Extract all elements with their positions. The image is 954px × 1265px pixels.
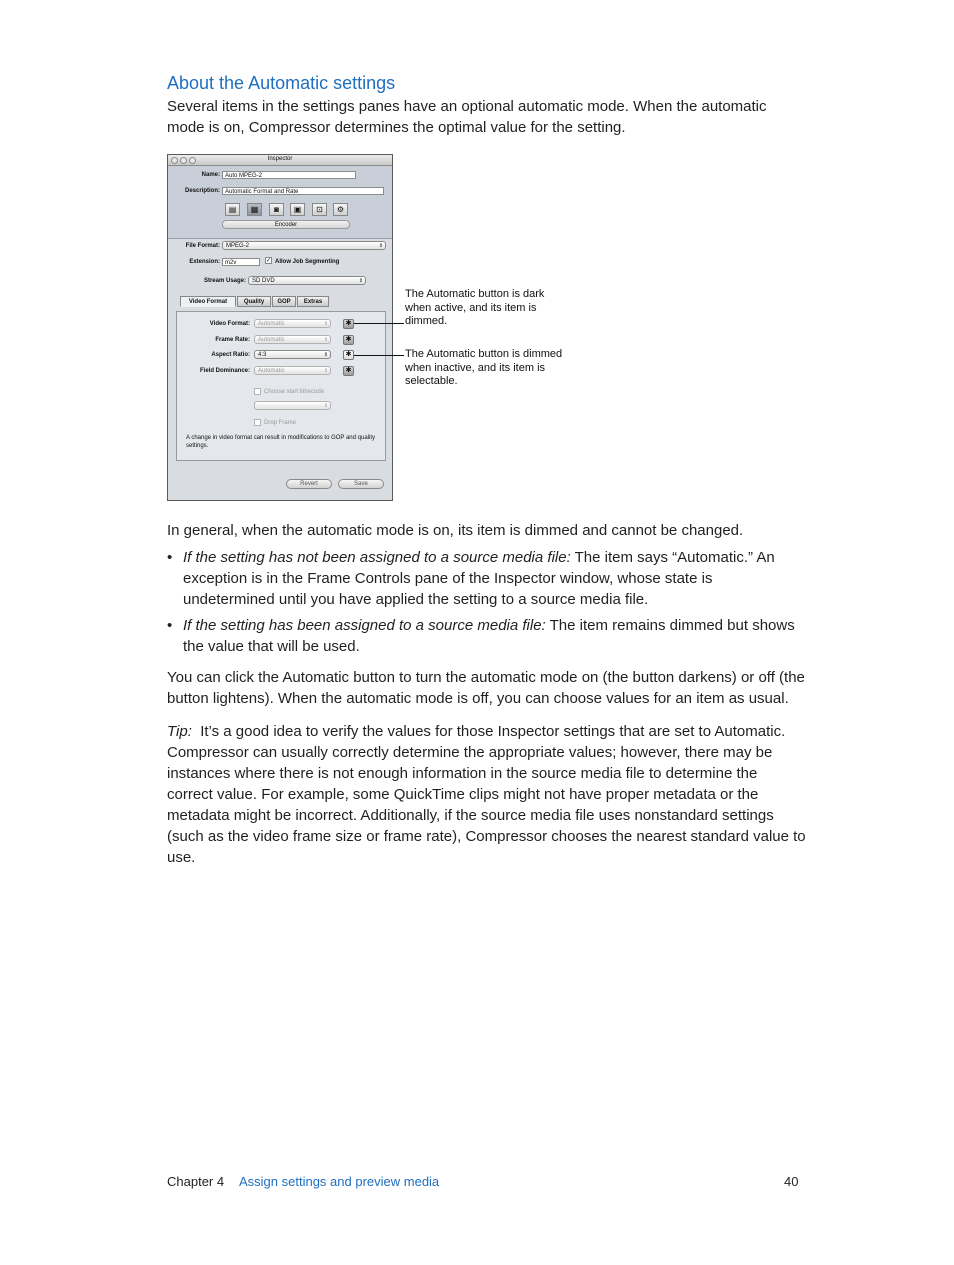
automatic-button-paragraph: You can click the Automatic button to turn the automatic mode on (the button darkens) or off (the button lightens). When the automatic mode is off, you can choose values for an item as usual. <box>167 669 805 707</box>
stream-usage-value: SD DVD <box>252 278 275 284</box>
bullet-body: The item says “Automatic.” An exception is in the Frame Controls pane of the Inspector window, whose state is undetermined until you have applied the setting to a source media file. <box>183 549 775 608</box>
aspect-ratio-label: Aspect Ratio: <box>211 352 250 358</box>
automatic-button-active[interactable]: ✱ <box>343 319 354 329</box>
field-dominance-popup <box>254 366 331 375</box>
tab-gop[interactable]: GOP <box>272 296 296 307</box>
intro-paragraph: Several items in the settings panes have an optional automatic mode. When the automatic mode is on, Compressor determines the optimal value for the setting. <box>167 98 767 136</box>
tip-paragraph <box>167 721 810 868</box>
geometry-icon[interactable]: ⊡ <box>312 203 327 216</box>
popup-arrow-icon: ⇕ <box>323 403 328 409</box>
tip-label: Tip: <box>167 723 192 740</box>
section-heading: About the Automatic settings <box>167 73 396 93</box>
frame-rate-popup <box>254 335 331 344</box>
footer-chapter-link[interactable]: Assign settings and preview media <box>239 1174 440 1189</box>
automatic-button-frame-rate[interactable]: ✱ <box>343 335 354 345</box>
file-format-label: File Format: <box>185 243 220 249</box>
bullet-text <box>183 615 807 657</box>
encoder-icon[interactable]: ▦ <box>247 203 262 216</box>
frame-rate-label: Frame Rate: <box>215 337 250 343</box>
callout-inactive: The Automatic button is dimmed when inactive, and its item is selectable. <box>405 348 563 387</box>
drop-frame-checkbox <box>254 419 261 426</box>
callout-line-inactive <box>354 355 404 356</box>
revert-button[interactable]: Revert <box>286 479 332 489</box>
summary-icon[interactable]: ▤ <box>225 203 240 216</box>
stream-usage-label: Stream Usage: <box>203 278 246 284</box>
filters-icon[interactable]: ▣ <box>290 203 305 216</box>
automatic-button-inactive[interactable]: ✱ <box>343 350 354 360</box>
page-number: 40 <box>784 1174 799 1189</box>
allow-segmenting-label: Allow Job Segmenting <box>275 259 340 265</box>
start-timecode-label: Choose start timecode <box>264 389 325 395</box>
aspect-ratio-popup[interactable] <box>254 350 331 359</box>
frame-rate-value: Automatic <box>258 337 285 343</box>
tab-video-format[interactable]: Video Format <box>180 296 236 307</box>
encoder-section-label: Encoder <box>222 220 350 229</box>
frame-controls-icon[interactable]: ◙ <box>269 203 284 216</box>
bullet-lead: If the setting has not been assigned to a source media file: <box>183 549 571 566</box>
general-paragraph: In general, when the automatic mode is on, its item is dimmed and cannot be changed. <box>167 522 744 539</box>
footer-chapter: Chapter 4 <box>167 1174 225 1189</box>
extension-field[interactable]: m2v <box>222 258 260 266</box>
bullet-lead: If the setting has been assigned to a source media file: <box>183 617 546 634</box>
start-timecode-checkbox <box>254 388 261 395</box>
field-dominance-value: Automatic <box>258 368 285 374</box>
popup-arrow-icon: ⇕ <box>378 243 383 249</box>
allow-segmenting-checkbox[interactable]: ✓ <box>266 258 272 264</box>
aspect-ratio-value: 4:3 <box>258 352 267 358</box>
bullet-text <box>183 547 807 610</box>
extension-label: Extension: <box>189 259 220 265</box>
bullet-icon: • <box>167 617 173 634</box>
inspector-window-figure <box>167 154 393 501</box>
tab-extras[interactable]: Extras <box>297 296 329 307</box>
description-field[interactable]: Automatic Format and Rate <box>222 187 384 195</box>
video-format-note: A change in video format can result in modifications to GOP and quality settings. <box>186 435 375 449</box>
bullet-icon: • <box>167 549 173 566</box>
title-bar <box>168 155 392 166</box>
name-field[interactable]: Auto MPEG-2 <box>222 171 356 179</box>
popup-arrow-icon: ⇕ <box>358 278 363 284</box>
popup-arrow-icon: ⇕ <box>323 337 328 343</box>
bullet-body: The item remains dimmed but shows the value that will be used. <box>183 617 795 655</box>
field-dominance-label: Field Dominance: <box>199 368 250 374</box>
timecode-field <box>254 401 331 410</box>
save-button[interactable]: Save <box>338 479 384 489</box>
automatic-button-field-dominance[interactable]: ✱ <box>343 366 354 376</box>
video-format-value: Automatic <box>258 321 285 327</box>
tip-text: It’s a good idea to verify the values for those Inspector settings that are set to Automatic. Compressor can usually correctly determine the appropriate values; however, there may be instances where there is not enough information in the source media file to determine the correct value. For example, some QuickTime clips might not have proper metadata or the metadata might be incorrect. Additionally, if the source media file uses nonstandard settings (such as the video frame size or frame rate), Compressor chooses the nearest standard value to use. <box>167 723 810 866</box>
window-title: Inspector <box>267 156 293 162</box>
drop-frame-label: Drop Frame <box>264 420 297 426</box>
description-label: Description: <box>184 188 220 194</box>
video-format-popup <box>254 319 331 328</box>
stream-usage-popup[interactable] <box>248 276 366 285</box>
tab-quality[interactable]: Quality <box>237 296 271 307</box>
popup-arrow-icon: ⇕ <box>323 352 328 358</box>
actions-icon[interactable]: ⚙ <box>333 203 348 216</box>
file-format-value: MPEG-2 <box>226 243 250 249</box>
popup-arrow-icon: ⇕ <box>323 321 328 327</box>
callout-line-active <box>354 323 404 324</box>
file-format-popup[interactable] <box>222 241 386 250</box>
popup-arrow-icon: ⇕ <box>323 368 328 374</box>
callout-active: The Automatic button is dark when active, and its item is dimmed. <box>405 288 545 327</box>
name-label: Name: <box>201 172 220 178</box>
video-format-label: Video Format: <box>209 321 250 327</box>
